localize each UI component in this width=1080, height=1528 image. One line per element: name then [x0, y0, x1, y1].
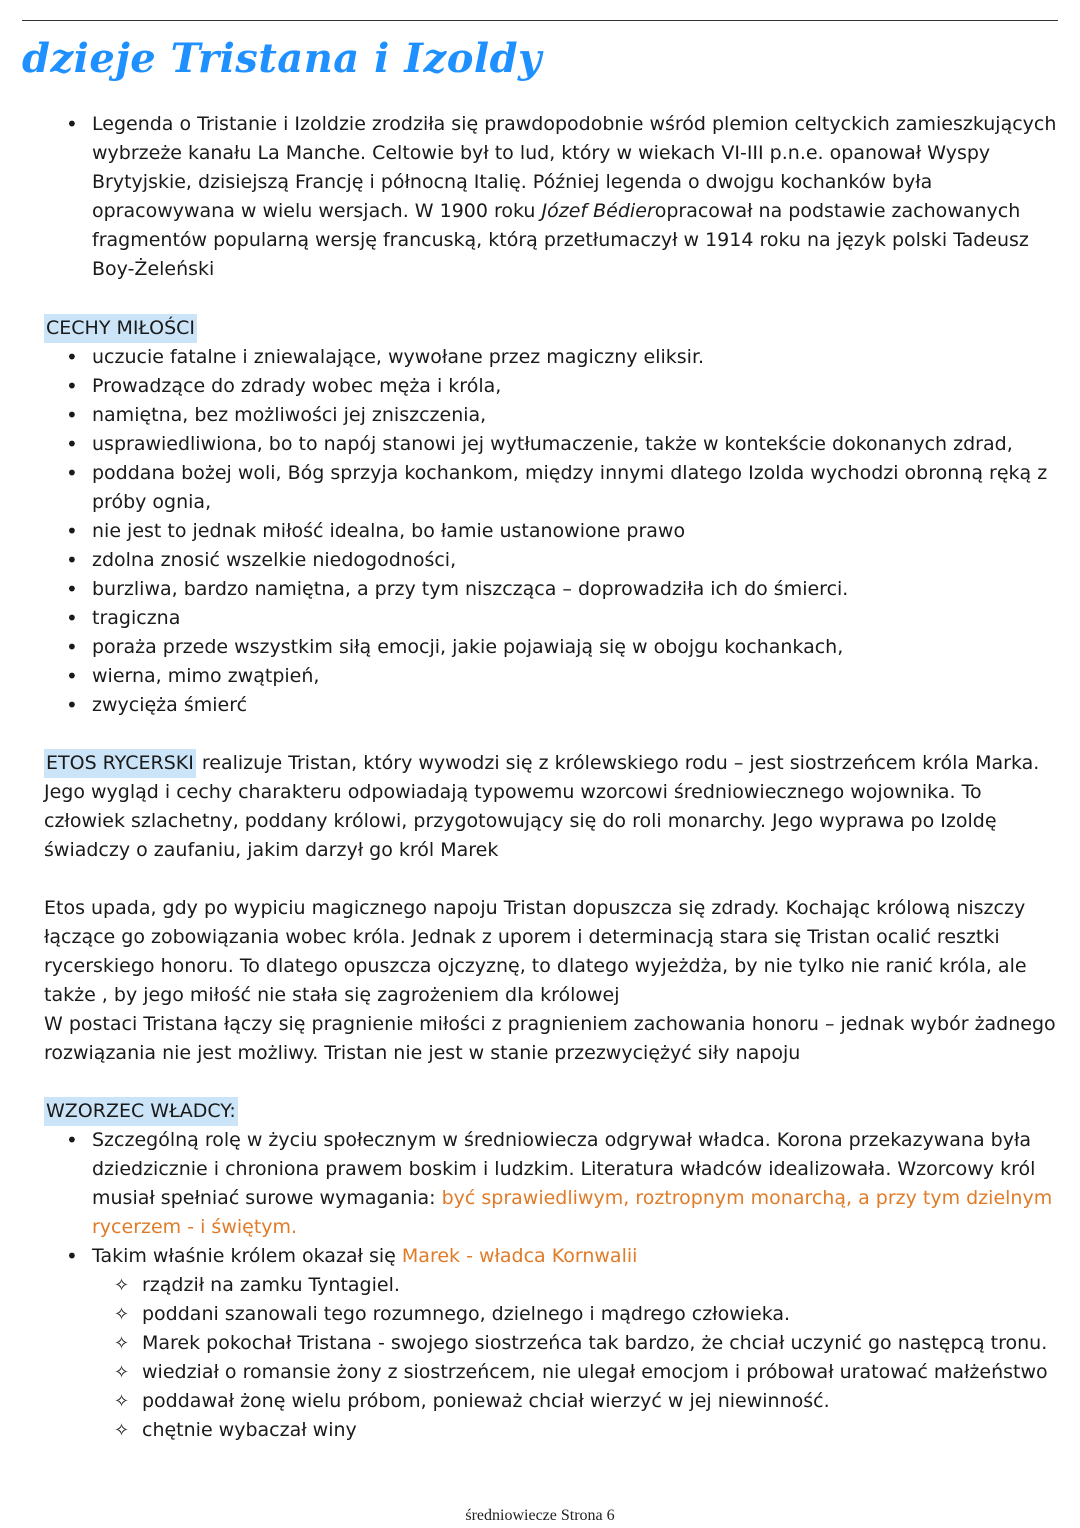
ruler-item-1 — [44, 1126, 1060, 1242]
love-trait-item: • tragiczna — [44, 604, 1060, 633]
love-trait-item: • zwycięża śmierć — [44, 691, 1060, 720]
ruler-subitem: ✧ chętnie wybaczał winy — [44, 1416, 1060, 1445]
ruler-item-1-text: Szczególną rolę w życiu społecznym w średniowiecza odgrywał władca. Korona przekazywana była dziedzicznie i chroniona prawem boskim i ludzkim. Literatura władców idealizowała. Wzorcowy król musiał spełniać surowe wymagania: — [92, 1129, 1036, 1209]
page-footer: średniowiecze Strona 6 — [465, 1507, 615, 1524]
knight-heading: ETOS RYCERSKI — [44, 749, 196, 778]
intro-list — [44, 110, 1060, 284]
love-trait-item: • nie jest to jednak miłość idealna, bo łamie ustanowione prawo — [44, 517, 1060, 546]
knight-paragraph-2: Etos upada, gdy po wypiciu magicznego napoju Tristan dopuszcza się zdrady. Kochając królową niszczy łączące go zobowiązania wobec króla. Jednak z uporem i determinacją stara się Tristan ocalić resztki rycerskiego honoru. To dlatego opuszcza ojczyznę, to dlatego wyjeżdża, by nie tylko nie ranić króla, ale także , by jego miłość nie stała się zagrożeniem dla królowej — [44, 897, 1027, 1006]
intro-text-before: Legenda o Tristanie i Izoldzie zrodziła się prawdopodobnie wśród plemion celtyckich zamieszkujących wybrzeże kanału La Manche. Celtowie był to lud, który w wiekach VI-III p.n.e. opanował Wyspy Brytyjskie, dzisiejszą Francję i północną Italię. Później legenda o dwojgu kochanków była opracowywana w wielu wersjach. W 1900 roku — [92, 113, 1057, 222]
love-trait-item: • poddana bożej woli, Bóg sprzyja kochankom, między innymi dlatego Izolda wychodzi obronną ręką z próby ognia, — [44, 459, 1060, 517]
ruler-subitem: ✧ rządził na zamku Tyntagiel. — [44, 1271, 1060, 1300]
love-trait-item: • wierna, mimo zwątpień, — [44, 662, 1060, 691]
ruler-list — [44, 1126, 1060, 1271]
ruler-subitem: ✧ wiedział o romansie żony z siostrzeńcem, nie ulegał emocjom i próbował uratować małżeństwo — [44, 1358, 1060, 1387]
intro-text-after: opracował na podstawie zachowanych fragmentów popularną wersję francuską, którą przetłumaczył w 1914 roku na język polski Tadeusz Boy-Żeleński — [92, 200, 1029, 280]
love-traits-list — [44, 343, 1060, 720]
ruler-subitem: ✧ poddani szanowali tego rozumnego, dzielnego i mądrego człowieka. — [44, 1300, 1060, 1329]
intro-paragraph — [44, 110, 1060, 284]
ruler-sublist — [44, 1271, 1060, 1445]
top-rule — [22, 20, 1058, 21]
love-trait-item: • usprawiedliwiona, bo to napój stanowi jej wytłumaczenie, także w kontekście dokonanych zdrad, — [44, 430, 1060, 459]
love-trait-item: • namiętna, bez możliwości jej zniszczenia, — [44, 401, 1060, 430]
ruler-heading: WZORZEC WŁADCY: — [44, 1097, 238, 1126]
ruler-item-2-text: Takim właśnie królem okazał się — [92, 1245, 402, 1267]
intro-author: Józef Bédier — [541, 200, 655, 222]
love-trait-item: • uczucie fatalne i zniewalające, wywołane przez magiczny eliksir. — [44, 343, 1060, 372]
love-trait-item: • burzliwa, bardzo namiętna, a przy tym niszcząca – doprowadziła ich do śmierci. — [44, 575, 1060, 604]
ruler-item-1-highlight: być sprawiedliwym, roztropnym monarchą, a przy tym dzielnym rycerzem - i świętym. — [92, 1187, 1053, 1238]
ruler-item-2 — [44, 1242, 1060, 1271]
love-trait-item: • poraża przede wszystkim siłą emocji, jakie pojawiają się w obojgu kochankach, — [44, 633, 1060, 662]
page-title: dzieje Tristana i Izoldy — [22, 35, 542, 82]
knight-paragraph-3: W postaci Tristana łączy się pragnienie miłości z pragnieniem zachowania honoru – jednak wybór żadnego rozwiązania nie jest możliwy. Tristan nie jest w stanie przezwyciężyć siły napoju — [44, 1013, 1056, 1064]
knight-text: realizuje Tristan, który wywodzi się z królewskiego rodu – jest siostrzeńcem króla Marka. Jego wygląd i cechy charakteru odpowiadają typowemu wzorcowi średniowiecznego wojownika. To człowiek szlachetny, poddany królowi, przygotowujący się do roli monarchy. Jego wyprawa po Izoldę świadczy o zaufaniu, jakim darzył go król Marek — [44, 752, 1040, 861]
knight-paragraph — [44, 749, 1060, 865]
ruler-subitem: ✧ Marek pokochał Tristana - swojego siostrzeńca tak bardzo, że chciał uczynić go następcą tronu. — [44, 1329, 1060, 1358]
ruler-subitem: ✧ poddawał żonę wielu próbom, ponieważ chciał wierzyć w jej niewinność. — [44, 1387, 1060, 1416]
love-trait-item: • zdolna znosić wszelkie niedogodności, — [44, 546, 1060, 575]
ruler-item-2-highlight: Marek - władca Kornwalii — [401, 1245, 638, 1267]
love-heading: CECHY MIŁOŚCI — [44, 314, 197, 343]
page-content — [44, 110, 1060, 1445]
love-trait-item: • Prowadzące do zdrady wobec męża i króla, — [44, 372, 1060, 401]
